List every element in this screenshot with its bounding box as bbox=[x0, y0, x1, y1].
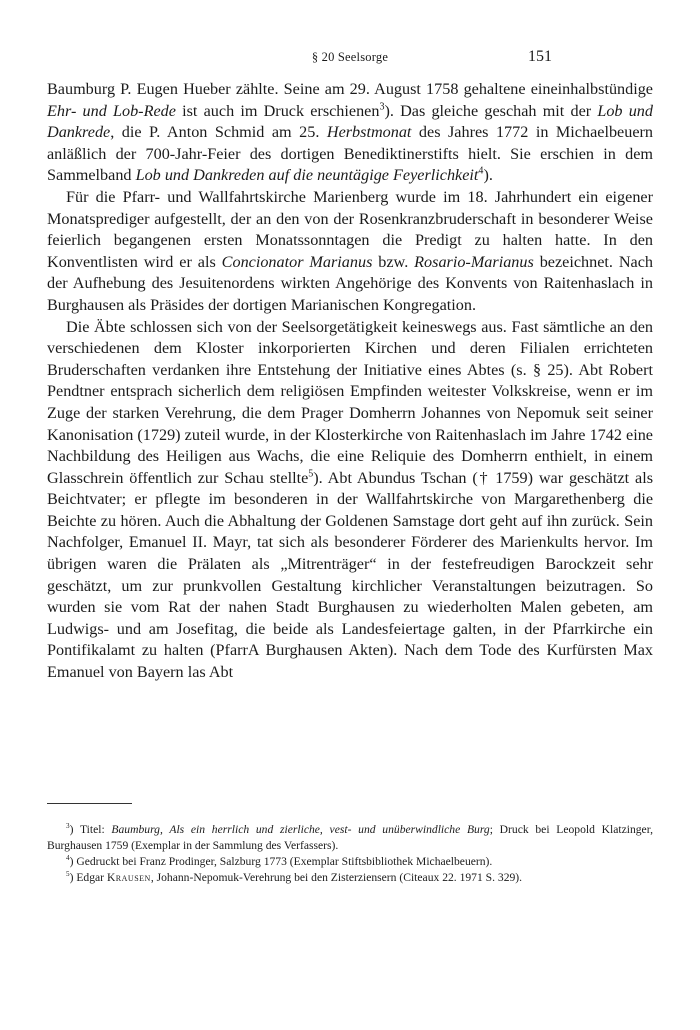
text-run: bezeichnet. Nach der Aufhebung des Jesuitenordens wirkten Angehörige des Konvents von Raitenhaslach in Burghausen als Präsides der dortigen Marianischen Kongregation. bbox=[47, 252, 653, 314]
italic-term: Rosario-Marianus bbox=[414, 252, 534, 271]
text-run: , Johann-Nepomuk-Verehrung bei den Zisterziensern (Citeaux 22. 1971 S. 329). bbox=[150, 871, 523, 884]
text-run: ) Gedruckt bei Franz Prodinger, Salzburg 1773 (Exemplar Stiftsbibliothek Michaelbeuern). bbox=[69, 855, 493, 868]
footnote-ref-4: 4 bbox=[478, 165, 484, 177]
running-title: § 20 Seelsorge bbox=[311, 50, 389, 64]
text-run: , die P. Anton Schmid am 25. bbox=[110, 123, 327, 142]
text-run: ) Edgar bbox=[69, 871, 107, 884]
paragraph-2 bbox=[47, 187, 653, 317]
text-run: ist auch im Druck erschienen bbox=[175, 101, 380, 120]
paragraph-3 bbox=[47, 317, 653, 684]
text-run: Für die Pfarr- und Wallfahrtskirche Marienberg wurde im 18. Jahrhundert ein eigener Monatsprediger aufgestellt, der an den von der Rosenkranzbruderschaft in besonderer Weise feierlich begangenen ersten Monatssonntagen die Predigt zu halten hatte. In den Konventlisten wird er als bbox=[47, 187, 653, 271]
italic-title: Baumburg, Als ein herrlich und zierliche, vest- und unüberwindliche Burg bbox=[111, 823, 490, 836]
text-run: ). Das gleiche geschah mit der bbox=[384, 101, 598, 120]
body-text bbox=[47, 79, 653, 684]
footnotes bbox=[47, 822, 653, 886]
italic-title: Lob und Dankrede bbox=[47, 101, 653, 142]
text-run: Baumburg P. Eugen Hueber zählte. Seine am 29. August 1758 gehaltene eineinhalbstündige bbox=[47, 80, 653, 98]
text-run: Die Äbte schlossen sich von der Seelsorgetätigkeit keineswegs aus. Fast sämtliche an den verschiedenen dem Kloster inkorporierten Kirchen und deren Filialen errichteten Bruderschaften verdanken ihre Entstehung der Initiative eines Abtes (s. § 25). Abt Robert Pendtner entsprach sicherlich dem religiösen Empfinden weitester Volkskreise, wenn er im Zuge der starken Verehrung, die dem Prager Domherrn Johannes von Nepomuk seit seiner Kanonisation (1729) zuteil wurde, in der Klosterkirche von Raitenhaslach im Jahre 1742 eine Nachbildung des Heiligen aus Wachs, die eine Reliquie des Domherrn enthielt, in einem Glasschrein öffentlich zur Schau stellte bbox=[47, 317, 653, 487]
footnote-4 bbox=[47, 854, 653, 870]
italic-title: Ehr- und Lob-Rede bbox=[47, 101, 176, 120]
footnote-ref-3: 3 bbox=[379, 101, 385, 113]
italic-term: Herbstmonat bbox=[326, 123, 412, 142]
text-run: des Jahres 1772 in Michaelbeuern anläßlich der 700-Jahr-Feier des dortigen Benediktinerstifts hielt. Sie erschien in dem Sammelband bbox=[47, 123, 653, 185]
footnote-3 bbox=[47, 822, 653, 854]
author-name: Krausen bbox=[106, 871, 151, 884]
text-run: ) Titel: bbox=[69, 823, 112, 836]
text-run: ). Abt Abundus Tschan († 1759) war geschätzt als Beichtvater; er pflegte im besonderen in der Wallfahrtskirche von Margarethenberg die Beichte zu hören. Auch die Abhaltung der Goldenen Samstage dort geht auf ihn zurück. Sein Nachfolger, Emanuel II. Mayr, tat sich als besonderer Förderer des Marienkults hervor. Im übrigen waren die Prälaten als „Mitrenträger“ in der festefreudigen Barockzeit sehr geschätzt, um zur prunkvollen Gestaltung kirchlicher Veranstaltungen beizutragen. So wurden sie vom Rat der nahen Stadt Burghausen zu wiederholten Malen gebeten, am Ludwigs- und am Josefitag, die beide als Landesfeiertage galten, in der Pfarrkirche ein Pontifikalamt zu halten (PfarrA Burghausen Akten). Nach dem Tode des Kurfürsten Max Emanuel von Bayern las Abt bbox=[47, 468, 653, 682]
italic-title: Lob und Dankreden auf die neuntägige Feyerlichkeit bbox=[135, 166, 479, 185]
italic-term: Concionator Marianus bbox=[221, 252, 373, 271]
text-run: ; Druck bei Leopold Klatzinger, Burghausen 1759 (Exemplar in der Sammlung des Verfassers). bbox=[47, 823, 654, 852]
paragraph-1 bbox=[47, 79, 653, 187]
footnote-number: 5 bbox=[66, 870, 70, 879]
footnote-number: 3 bbox=[66, 822, 70, 831]
text-run: ). bbox=[483, 166, 493, 185]
text-run: bzw. bbox=[372, 252, 415, 271]
footnote-ref-5: 5 bbox=[308, 468, 314, 480]
page-header bbox=[0, 50, 700, 72]
footnote-separator bbox=[47, 803, 132, 804]
footnote-5 bbox=[47, 870, 653, 886]
page-number: 151 bbox=[528, 48, 552, 65]
footnote-number: 4 bbox=[66, 854, 70, 863]
